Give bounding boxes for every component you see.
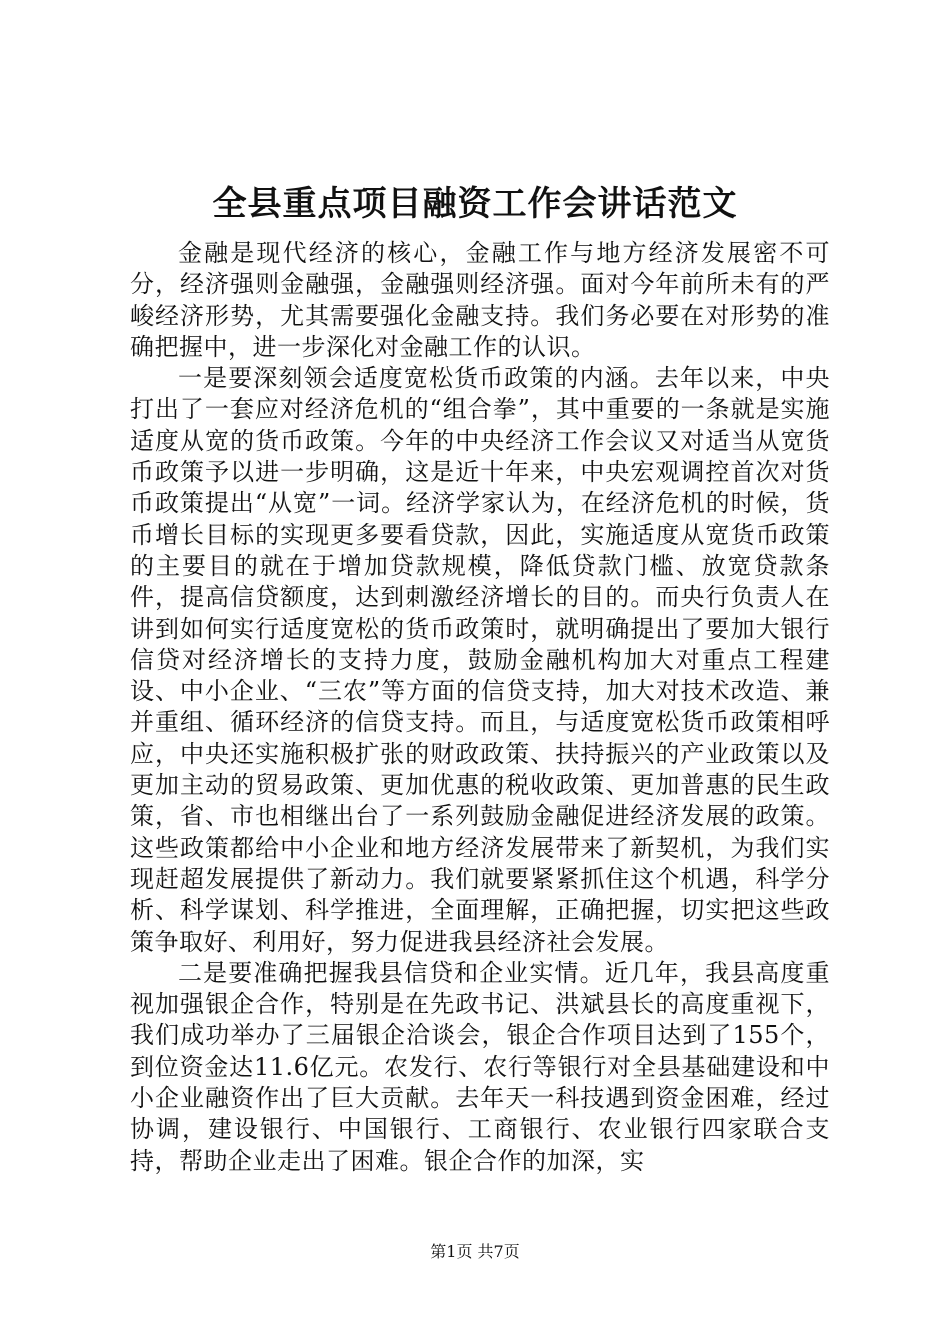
document-title: 全县重点项目融资工作会讲话范文 xyxy=(212,184,738,224)
paragraph-credit-situation: 二是要准确把握我县信贷和企业实情。近几年，我县高度重视加强银企合作，特别是在先政书记、洪斌县长的高度重视下，我们成功举办了三届银企洽谈会，银企合作项目达到了155个，到位资金达11.6亿元。农发行、农行等银行对全县基础建设和中小企业融资作出了巨大贡献。去年天一科技遇到资金困难，经过协调，建设银行、中国银行、工商银行、农业银行四家联合支持，帮助企业走出了困难。银企合作的加深，实 xyxy=(130,958,830,1175)
paragraph-intro: 金融是现代经济的核心，金融工作与地方经济发展密不可分，经济强则金融强，金融强则经济强。面对今年前所未有的严峻经济形势，尤其需要强化金融支持。我们务必要在对形势的准确把握中，进一步深化对金融工作的认识。 xyxy=(130,239,830,361)
document-body xyxy=(130,238,830,1177)
paragraph-monetary-policy: 一是要深刻领会适度宽松货币政策的内涵。去年以来，中央打出了一套应对经济危机的“组合拳”，其中重要的一条就是实施适度从宽的货币政策。今年的中央经济工作会议又对适当从宽货币政策予以进一步明确，这是近十年来，中央宏观调控首次对货币政策提出“从宽”一词。经济学家认为，在经济危机的时候，货币增长目标的实现更多要看贷款，因此，实施适度从宽货币政策的主要目的就在于增加贷款规模，降低贷款门槛、放宽贷款条件，提高信贷额度，达到刺激经济增长的目的。而央行负责人在讲到如何实行适度宽松的货币政策时，就明确提出了要加大银行信贷对经济增长的支持力度，鼓励金融机构加大对重点工程建设、中小企业、“三农”等方面的信贷支持，加大对技术改造、兼并重组、循环经济的信贷支持。而且，与适度宽松货币政策相呼应，中央还实施积极扩张的财政政策、扶持振兴的产业政策以及更加主动的贸易政策、更加优惠的税收政策、更加普惠的民生政策，省、市也相继出台了一系列鼓励金融促进经济发展的政策。这些政策都给中小企业和地方经济发展带来了新契机，为我们实现赶超发展提供了新动力。我们就要紧紧抓住这个机遇，科学分析、科学谋划、科学推进，全面理解，正确把握，切实把这些政策争取好、利用好，努力促进我县经济社会发展。 xyxy=(130,364,830,956)
page-footer: 第1页 共7页 xyxy=(430,1242,520,1261)
